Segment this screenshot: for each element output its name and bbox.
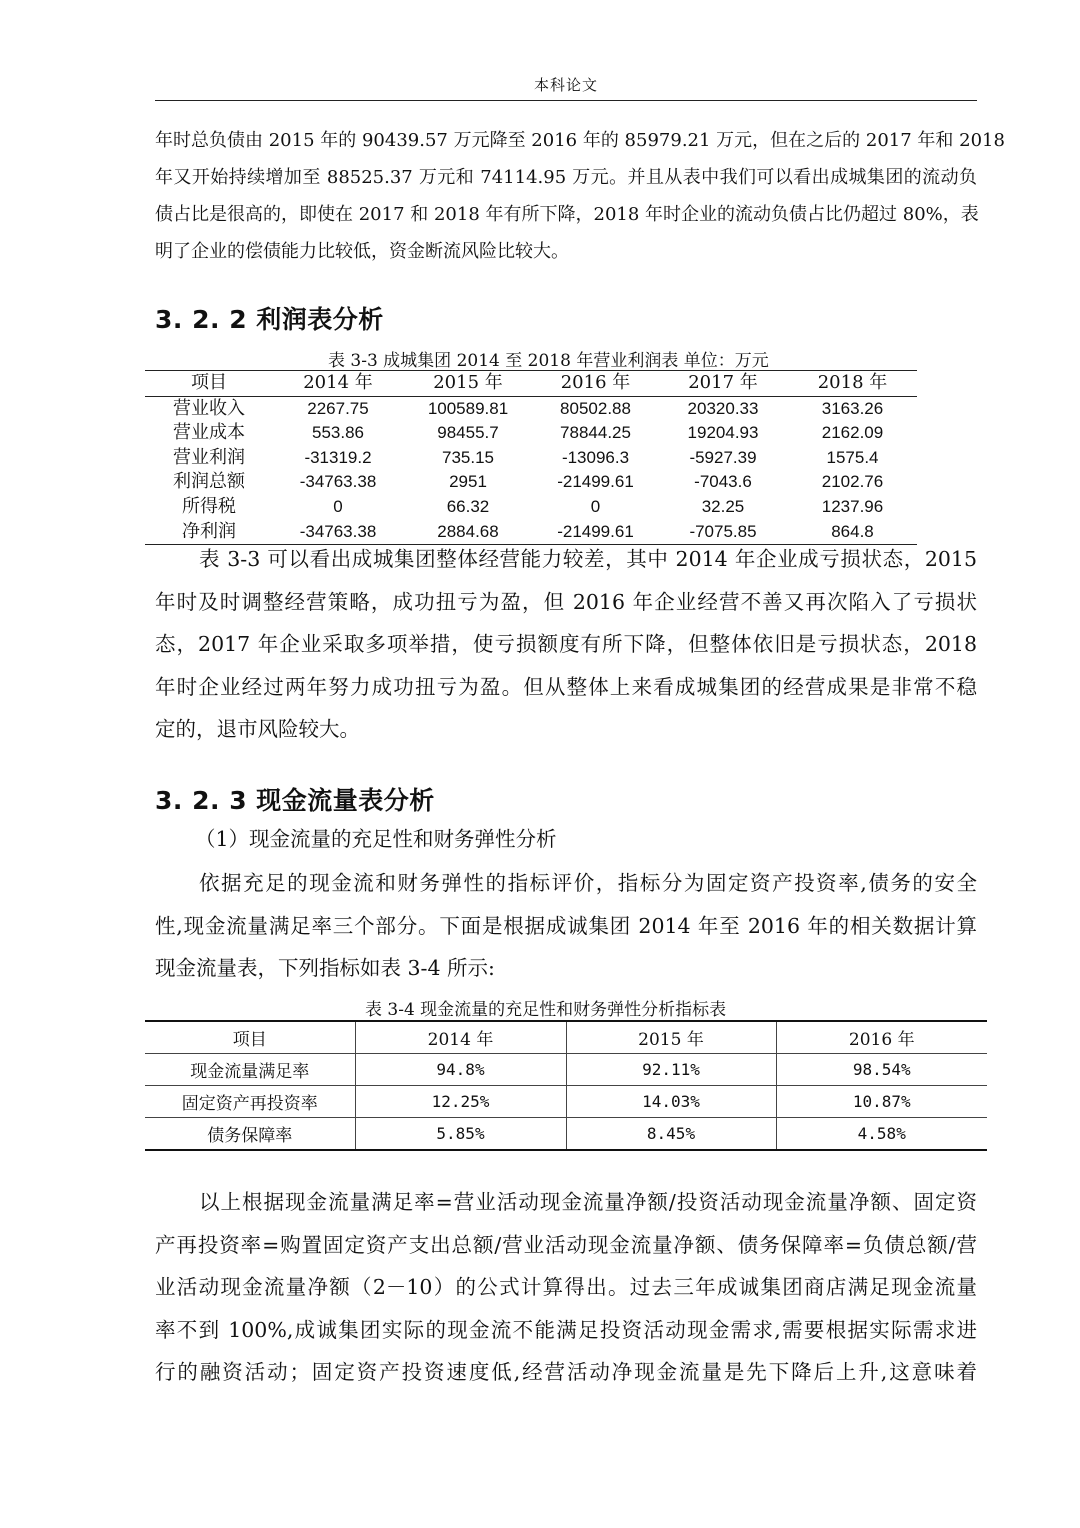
text-line: 现金流量表，下列指标如表 3-4 所示: bbox=[155, 956, 495, 980]
table-cell: -7043.6 bbox=[694, 472, 752, 492]
table-cell: -31319.2 bbox=[304, 447, 372, 467]
table-cell: 3163.26 bbox=[821, 398, 884, 418]
table-cell: 2102.76 bbox=[821, 472, 884, 492]
row-label: 营业收入 bbox=[173, 397, 245, 419]
row-label: 营业利润 bbox=[173, 446, 245, 468]
table-header-row bbox=[145, 371, 917, 397]
text-line: 业活动现金流量净额（2－10）的公式计算得出。过去三年成诚集团商店满足现金流量 bbox=[155, 1275, 977, 1299]
row-label: 利润总额 bbox=[173, 471, 245, 493]
text-line: （1）现金流量的充足性和财务弹性分析 bbox=[195, 827, 557, 851]
text-line: 依据充足的现金流和财务弹性的指标评价，指标分为固定资产投资率,债务的安全 bbox=[199, 871, 977, 895]
text-line: 定的，退市风险较大。 bbox=[155, 717, 360, 741]
table-cell: 78844.25 bbox=[560, 423, 631, 443]
text-line: 年时总负债由 2015 年的 90439.57 万元降至 2016 年的 85979.21 万元，但在之后的 2017 年和 2018 bbox=[155, 130, 1005, 151]
table-cell: -21499.61 bbox=[557, 472, 634, 492]
row-label: 债务保障率 bbox=[145, 1118, 355, 1151]
text-line: 率不到 100%,成诚集团实际的现金流不能满足投资活动现金需求,需要根据实际需求进 bbox=[155, 1317, 977, 1342]
profit-table bbox=[145, 370, 917, 545]
table-cell: 80502.88 bbox=[560, 398, 631, 418]
table-cell: 2951 bbox=[449, 472, 487, 492]
table-cell: 20320.33 bbox=[687, 398, 759, 418]
header-cell: 2017 年 bbox=[688, 372, 758, 393]
table-cell: 19204.93 bbox=[687, 423, 759, 443]
header-cell: 2014 年 bbox=[355, 1021, 566, 1054]
row-label: 营业成本 bbox=[173, 422, 245, 444]
table-cell: 864.8 bbox=[831, 521, 874, 541]
table-row bbox=[145, 495, 917, 520]
table-cell: 2884.68 bbox=[437, 521, 499, 541]
table-cell: 12.25% bbox=[355, 1086, 566, 1118]
table-cell: 92.11% bbox=[566, 1054, 776, 1086]
table-cell: 32.25 bbox=[701, 496, 745, 516]
section-heading-cashflow: 3. 2. 3 现金流量表分析 bbox=[155, 786, 435, 815]
table-cell: 1575.4 bbox=[826, 447, 879, 467]
row-label: 所得税 bbox=[182, 495, 236, 517]
text-line: 态，2017 年企业采取多项举措，使亏损额度有所下降，但整体依旧是亏损状态，2018 bbox=[155, 632, 977, 656]
row-label: 固定资产再投资率 bbox=[145, 1086, 355, 1118]
header-divider bbox=[155, 100, 977, 101]
paragraph-profit-analysis bbox=[155, 538, 977, 751]
table-cell: 553.86 bbox=[312, 423, 364, 443]
row-label: 净利润 bbox=[182, 520, 236, 542]
paragraph-indicator-intro bbox=[155, 862, 977, 990]
table-cell: 2267.75 bbox=[307, 398, 369, 418]
table-cell: 0 bbox=[590, 496, 601, 516]
table-cell: 98.54% bbox=[776, 1054, 987, 1086]
table-cell: 98455.7 bbox=[437, 423, 499, 443]
text-line: 表 3-3 可以看出成城集团整体经营能力较差，其中 2014 年企业成亏损状态，2015 bbox=[199, 547, 977, 571]
table-row bbox=[145, 1054, 987, 1086]
table-cell: 4.58% bbox=[776, 1118, 987, 1151]
header-cell: 2018 年 bbox=[817, 372, 888, 393]
cashflow-indicator-table bbox=[145, 1020, 987, 1151]
text-line: 债占比是很高的，即使在 2017 和 2018 年有所下降，2018 年时企业的流动负债占比仍超过 80%，表 bbox=[155, 204, 979, 225]
table-cell: -21499.61 bbox=[557, 521, 634, 541]
table-cell: -34763.38 bbox=[299, 521, 377, 541]
table-cell: -13096.3 bbox=[561, 447, 630, 467]
text-line: 明了企业的偿债能力比较低，资金断流风险比较大。 bbox=[155, 241, 569, 262]
table-caption-3-4: 表 3-4 现金流量的充足性和财务弹性分析指标表 bbox=[365, 1000, 727, 1020]
row-label: 现金流量满足率 bbox=[145, 1054, 355, 1086]
table-row bbox=[145, 446, 917, 471]
table-row bbox=[145, 396, 917, 421]
table-cell: 66.32 bbox=[446, 496, 490, 516]
page-header: 本科论文 bbox=[533, 76, 598, 94]
table-cell: 1237.96 bbox=[821, 496, 884, 516]
table-cell: 10.87% bbox=[776, 1086, 987, 1118]
header-cell: 2015 年 bbox=[433, 372, 503, 393]
header-cell: 2016 年 bbox=[776, 1021, 987, 1054]
header-cell: 项目 bbox=[145, 1021, 355, 1054]
text-line: 年时及时调整经营策略，成功扭亏为盈，但 2016 年企业经营不善又再次陷入了亏损状 bbox=[155, 589, 977, 614]
table-cell: 94.8% bbox=[355, 1054, 566, 1086]
subheading-cashflow-adequacy bbox=[195, 818, 895, 861]
table-caption-3-3: 表 3-3 成城集团 2014 至 2018 年营业利润表 单位：万元 bbox=[328, 351, 769, 371]
text-line: 性,现金流量满足率三个部分。下面是根据成诚集团 2014 年至 2016 年的相关数据计算 bbox=[155, 913, 977, 938]
table-cell: 14.03% bbox=[566, 1086, 776, 1118]
table-row bbox=[145, 470, 917, 495]
text-line: 行的融资活动；固定资产投资速度低,经营活动净现金流量是先下降后上升,这意味着 bbox=[155, 1360, 977, 1384]
text-line: 年又开始持续增加至 88525.37 万元和 74114.95 万元。并且从表中我们可以看出成城集团的流动负 bbox=[155, 167, 977, 188]
header-cell: 2014 年 bbox=[303, 372, 373, 393]
text-line: 年时企业经过两年努力成功扭亏为盈。但从整体上来看成城集团的经营成果是非常不稳 bbox=[155, 674, 977, 699]
paragraph-liabilities bbox=[155, 122, 1005, 270]
table-header-row bbox=[145, 1021, 987, 1054]
table-cell: 0 bbox=[333, 496, 343, 516]
table-cell: 2162.09 bbox=[821, 423, 884, 443]
table-cell: -7075.85 bbox=[689, 521, 757, 541]
table-row bbox=[145, 1118, 987, 1151]
table-cell: 100589.81 bbox=[427, 398, 509, 418]
table-row bbox=[145, 1086, 987, 1118]
text-line: 产再投资率=购置固定资产支出总额/营业活动现金流量净额、债务保障率=负债总额/营 bbox=[155, 1232, 977, 1257]
text-line: 以上根据现金流量满足率=营业活动现金流量净额/投资活动现金流量净额、固定资 bbox=[199, 1190, 977, 1214]
header-cell: 项目 bbox=[191, 372, 227, 393]
header-cell: 2015 年 bbox=[566, 1021, 776, 1054]
table-row bbox=[145, 421, 917, 446]
table-cell: 735.15 bbox=[442, 447, 494, 467]
table-cell: -5927.39 bbox=[689, 447, 757, 467]
table-cell: -34763.38 bbox=[299, 472, 377, 492]
table-cell: 5.85% bbox=[355, 1118, 566, 1151]
table-cell: 8.45% bbox=[566, 1118, 776, 1151]
section-heading-profit: 3. 2. 2 利润表分析 bbox=[155, 305, 384, 334]
paragraph-formula-explanation bbox=[155, 1181, 977, 1394]
header-cell: 2016 年 bbox=[560, 372, 631, 393]
